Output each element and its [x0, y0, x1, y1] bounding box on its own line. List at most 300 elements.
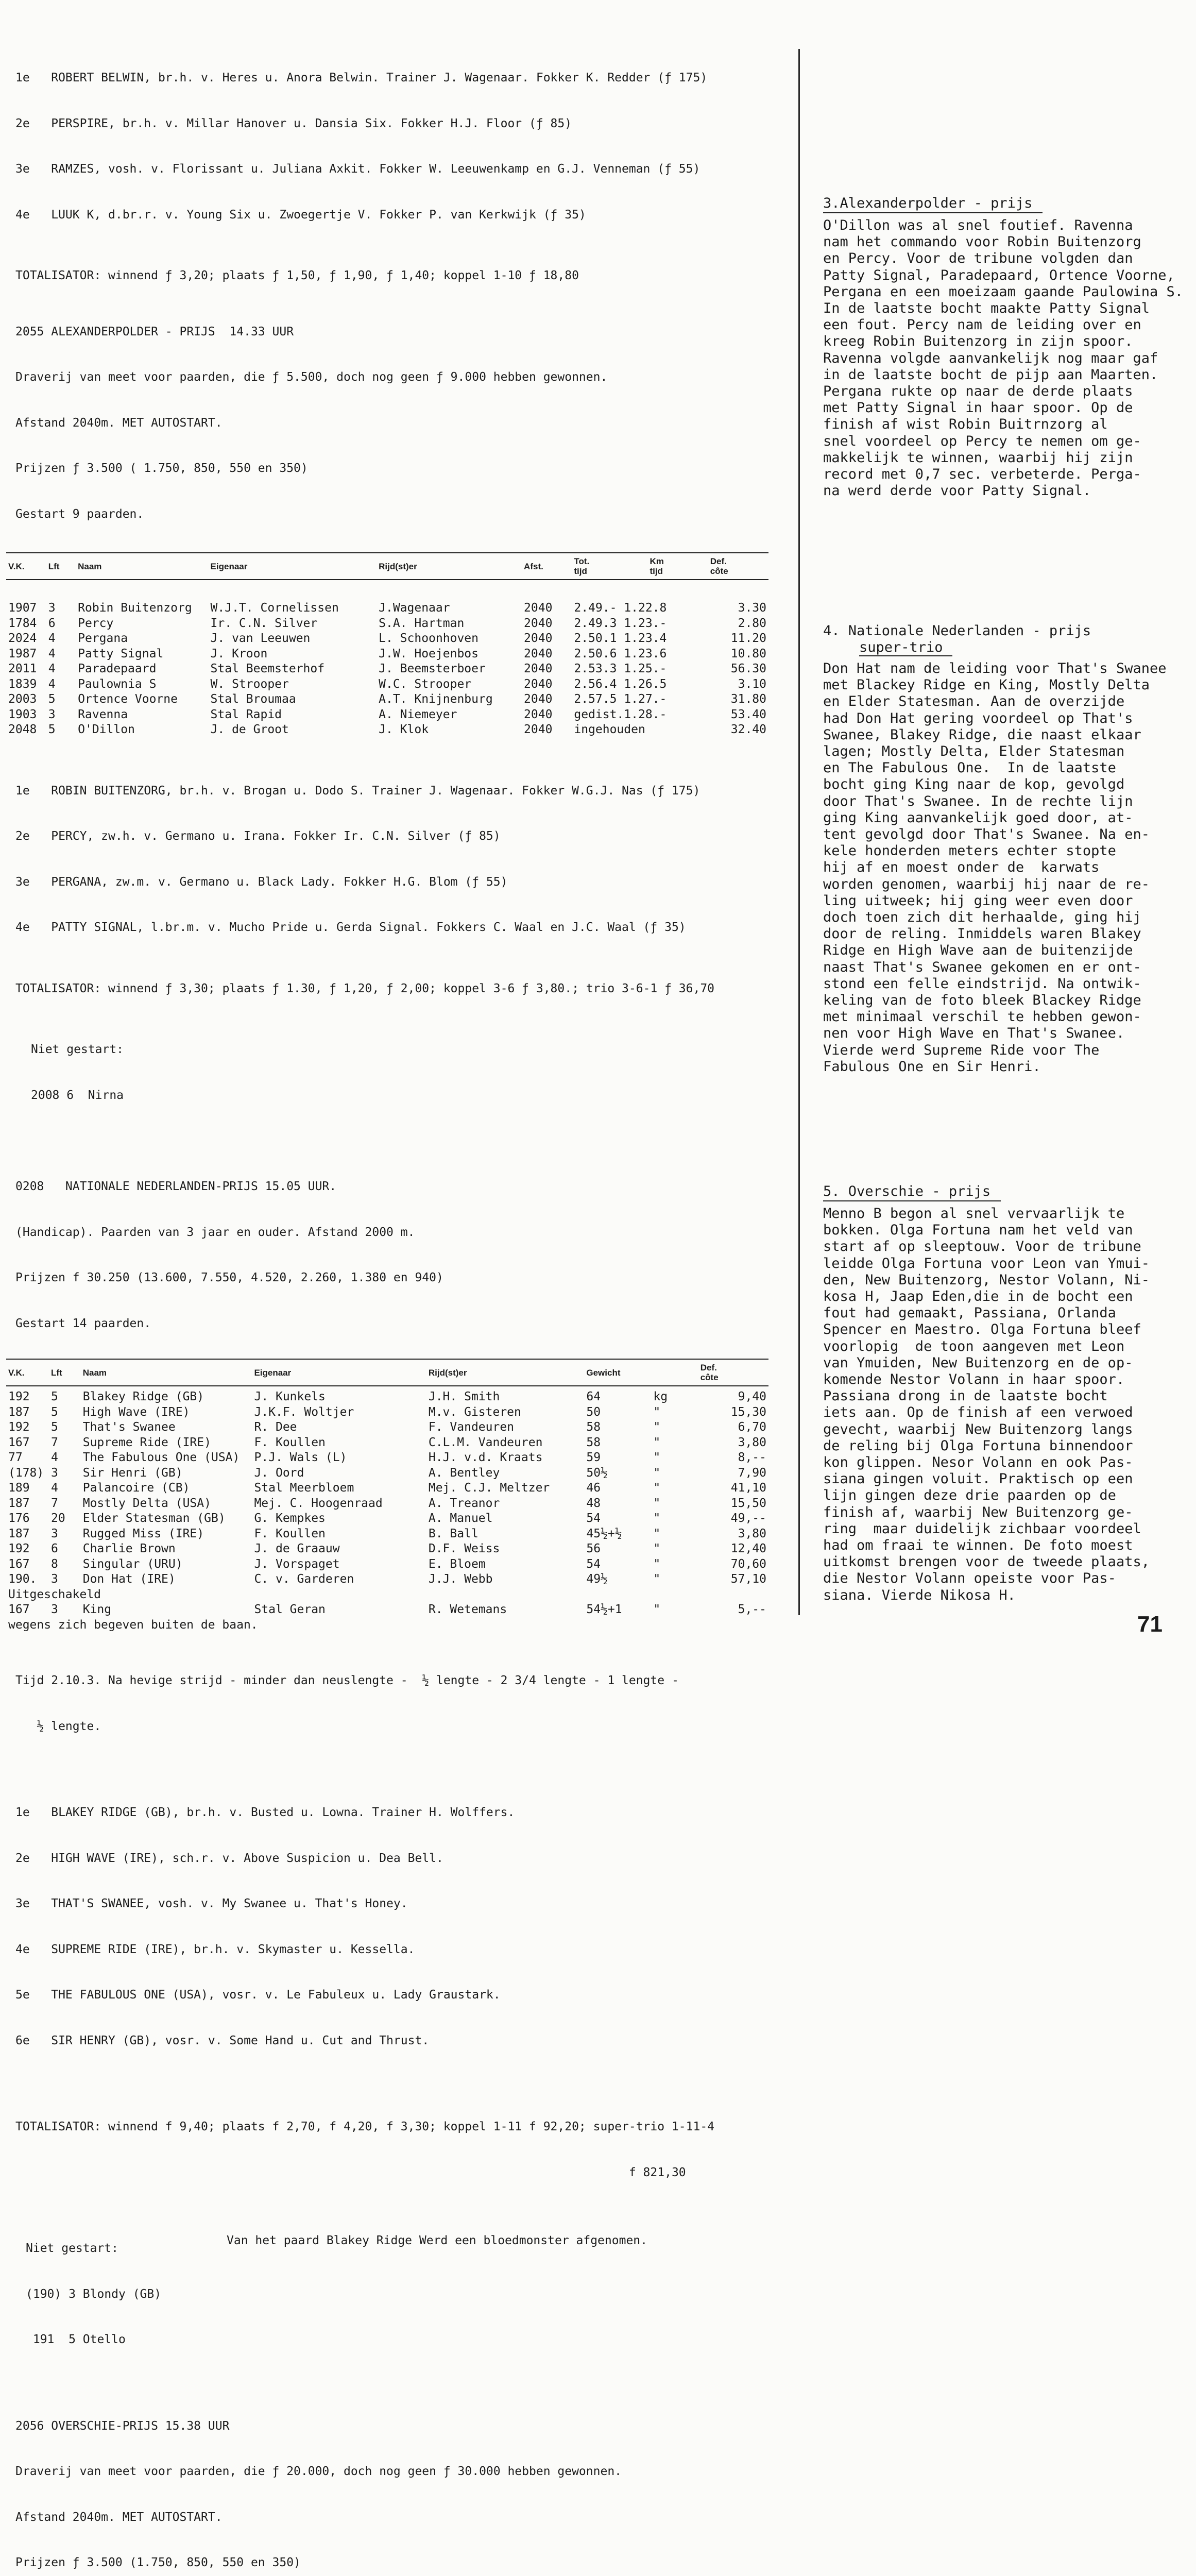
table-row	[6, 580, 768, 616]
table-cell: F. Koullen	[252, 1527, 426, 1542]
race3-totalisator	[15, 2089, 788, 2211]
table-cell: 15,50	[698, 1496, 768, 1512]
table-cell: 192	[6, 1541, 49, 1557]
weight-cell	[584, 1386, 698, 1405]
table-cell: 2.80	[708, 616, 768, 632]
results-column	[15, 40, 788, 2576]
table-cell: 2003	[6, 692, 46, 707]
commentary-title: 5. Overschie - prijs	[823, 1183, 1001, 1201]
table-cell: 187	[6, 1527, 49, 1542]
race4-conditions: Draverij van meet voor paarden, die ƒ 20.000, doch nog geen ƒ 30.000 hebben gewonnen.	[15, 2464, 788, 2480]
eliminated-note: wegens zich begeven buiten de baan.	[6, 1618, 768, 1633]
weight-cell	[584, 1420, 698, 1435]
table-cell: J. Kroon	[209, 647, 377, 662]
table-row	[6, 1602, 768, 1618]
table-cell: Ir. C.N. Silver	[209, 616, 377, 632]
race3-time	[15, 1643, 788, 1765]
race3-totalisator-line: f 821,30	[15, 2165, 788, 2181]
table-cell: 2040	[522, 616, 572, 632]
weight-unit: "	[653, 1542, 660, 1555]
commentary-title: 3.Alexanderpolder - prijs	[823, 195, 1043, 213]
weight-cell	[584, 1450, 698, 1466]
table-cell: 1784	[6, 616, 46, 632]
table-cell: O'Dillon	[76, 722, 208, 738]
table-cell: Blakey Ridge (GB)	[81, 1386, 252, 1405]
table-cell: Rugged Miss (IRE)	[81, 1527, 252, 1542]
table-cell: Paradepaard	[76, 662, 208, 677]
table-cell: 3	[49, 1466, 81, 1481]
table-cell: 189	[6, 1481, 49, 1496]
table-cell: 7,90	[698, 1466, 768, 1481]
table-cell: J.J. Webb	[426, 1572, 585, 1587]
weight-value: 64	[586, 1389, 653, 1405]
table-cell: Ortence Voorne	[76, 692, 208, 707]
col-afst: Afst.	[522, 553, 572, 580]
table-row	[6, 1511, 768, 1527]
race2-not-started	[15, 1012, 788, 1133]
col-naam: Naam	[76, 553, 208, 580]
race1-result-line: 2e PERSPIRE, br.h. v. Millar Hanover u. Dansia Six. Fokker H.J. Floor (ƒ 85)	[15, 116, 788, 132]
weight-value: 58	[586, 1420, 653, 1435]
commentary-3	[823, 1183, 1178, 1604]
commentary-1	[823, 195, 1178, 499]
race2-distance: Afstand 2040m. MET AUTOSTART.	[15, 416, 788, 431]
table-cell: 41,10	[698, 1481, 768, 1496]
table-cell: Patty Signal	[76, 647, 208, 662]
table-cell: 5	[49, 1386, 81, 1405]
commentary-text: Menno B begon al snel vervaarlijk te bokken. Olga Fortuna nam het veld van start af op sleeptouw. Voor de tribune leidde Olga Fortuna voor Leon van Ymui- den, New Buitenzorg, Nestor Volann, Ni- kosa H, Jaap Eden,die in de bocht een fout had gemaakt, Passiana, Orlanda Spencer en Maestro. Olga Fortuna bleef voorlopig de toon aangeven met Leon van Ymuiden, New Buitenzorg en de op- komende Nestor Volann in haar spoor. Passiana drong in de laatste bocht iets aan. Op de finish af een verwoed gevecht, waarbij New Buitenzorg langs de reling bij Olga Fortuna binnendoor kon glippen. Nesor Volann en ook Pas- siana gingen voluit. Praktisch op een lijn gingen deze drie paarden op de finish af, waarbij New Buitenzorg ge- ring maar duidelijk zichbaar voordeel had om fraai te winnen. De foto moest uitkomst brengen voor de tweede plaats, die Nestor Volann opeiste voor Pas- siana. Vierde Nikosa H.	[823, 1206, 1178, 1604]
weight-value: 50	[586, 1405, 653, 1420]
table-row	[6, 722, 768, 738]
not-started-horse: 191 5 Otello	[26, 2332, 788, 2348]
table-cell: 3.30	[708, 580, 768, 616]
race3-result-line: 2e HIGH WAVE (IRE), sch.r. v. Above Suspicion u. Dea Bell.	[15, 1851, 788, 1867]
commentary-text: Don Hat nam de leiding voor That's Swanee met Blackey Ridge en King, Mostly Delta en Elder Statesman. Aan de overzijde had Don Hat gering voordeel op That's Swanee, Blakey Ridge, die naast elkaar lagen; Mostly Delta, Elder Statesman en The Fabulous One. In de laatste bocht ging King naar de kop, gevolgd door That's Swanee. In de rechte lijn ging King aanvankelijk goed door, at- tent gevolgd door That's Swanee. Na en- kele honderden meters echter stopte hij af en moest onder de karwats worden genomen, waarbij hij naar de re- ling uitweek; hij ging weer even door doch toen zich dit herhaalde, ging hij door de reling. Inmiddels waren Blakey Ridge en High Wave aan de buitenzijde naast That's Swanee gekomen en er ont- stond een felle eindstrijd. Na ontwik- keling van de foto bleek Blackey Ridge met minimaal verschil te hebben gewon- nen voor High Wave en That's Swanee. Vierde werd Supreme Ride voor The Fabulous One en Sir Henri.	[823, 660, 1178, 1075]
table-cell: 7	[49, 1435, 81, 1451]
table-cell: 4	[49, 1481, 81, 1496]
weight-unit: "	[653, 1466, 660, 1480]
table-cell: A. Niemeyer	[377, 707, 522, 723]
race2-result-line: 4e PATTY SIGNAL, l.br.m. v. Mucho Pride u. Gerda Signal. Fokkers C. Waal en J.C. Waal (ƒ 35)	[15, 920, 788, 936]
table-cell: J. de Groot	[209, 722, 377, 738]
col-naam: Naam	[81, 1359, 252, 1386]
table-cell: Ravenna	[76, 707, 208, 723]
not-started-horse: 2008 6 Nirna	[31, 1088, 788, 1104]
table-cell: Stal Broumaa	[209, 692, 377, 707]
weight-unit: "	[653, 1527, 660, 1540]
table-cell: 8	[49, 1557, 81, 1572]
table-row	[6, 1527, 768, 1542]
table-cell: 192	[6, 1420, 49, 1435]
table-row	[6, 692, 768, 707]
table-cell: 8,--	[698, 1450, 768, 1466]
weight-unit: "	[653, 1481, 660, 1495]
weight-cell	[584, 1572, 698, 1587]
table-row	[6, 1496, 768, 1512]
race2-results	[15, 753, 788, 966]
table-cell: M.v. Gisteren	[426, 1405, 585, 1420]
table-cell: Robin Buitenzorg	[76, 580, 208, 616]
weight-unit: kg	[653, 1390, 668, 1403]
weight-cell	[584, 1557, 698, 1572]
race3-started: Gestart 14 paarden.	[15, 1316, 788, 1332]
table-cell: 187	[6, 1496, 49, 1512]
table-cell: 190.	[6, 1572, 49, 1587]
weight-cell	[584, 1496, 698, 1512]
weight-cell	[584, 1466, 698, 1481]
table-row	[6, 1541, 768, 1557]
race2-result-line: 2e PERCY, zw.h. v. Germano u. Irana. Fokker Ir. C.N. Silver (ƒ 85)	[15, 829, 788, 844]
table-cell: High Wave (IRE)	[81, 1405, 252, 1420]
weight-cell	[584, 1511, 698, 1527]
col-lft: Lft	[49, 1359, 81, 1386]
table-row	[6, 1481, 768, 1496]
eliminated-label: Uitgeschakeld	[6, 1587, 768, 1603]
table-row	[6, 1420, 768, 1435]
table-cell: 1987	[6, 647, 46, 662]
weight-cell	[584, 1602, 698, 1618]
weight-cell	[584, 1481, 698, 1496]
table-row	[6, 1386, 768, 1405]
race3-header	[15, 1149, 788, 1362]
race3-time-line: ½ lengte.	[15, 1719, 788, 1735]
race3-result-line: 5e THE FABULOUS ONE (USA), vosr. v. Le Fabuleux u. Lady Graustark.	[15, 1988, 788, 2003]
page-number: 71	[1137, 1617, 1163, 1632]
table-cell: 2.50.6 1.23.6	[572, 647, 708, 662]
race3-conditions: (Handicap). Paarden van 3 jaar en ouder. Afstand 2000 m.	[15, 1225, 788, 1241]
table-cell: 167	[6, 1557, 49, 1572]
table-cell: Stal Meerbloem	[252, 1481, 426, 1496]
table-cell: 2040	[522, 722, 572, 738]
table-cell: 2040	[522, 707, 572, 723]
table-cell: J.K.F. Woltjer	[252, 1405, 426, 1420]
table-row	[6, 631, 768, 647]
col-tot-tijd: Tot. tijd	[572, 553, 647, 580]
table-cell: 2040	[522, 631, 572, 647]
weight-unit: "	[653, 1436, 660, 1449]
col-def-cote: Def. côte	[698, 1359, 768, 1386]
table-cell: L. Schoonhoven	[377, 631, 522, 647]
table-cell: R. Wetemans	[426, 1602, 585, 1618]
table-cell: 4	[46, 662, 76, 677]
table-cell: 2011	[6, 662, 46, 677]
table-cell: J.Wagenaar	[377, 580, 522, 616]
not-started-horse: (190) 3 Blondy (GB)	[26, 2287, 788, 2302]
table-cell: 31.80	[708, 692, 768, 707]
race3-title: 0208 NATIONALE NEDERLANDEN-PRIJS 15.05 UUR.	[15, 1179, 788, 1195]
table-cell: H.J. v.d. Kraats	[426, 1450, 585, 1466]
table-cell: J. Klok	[377, 722, 522, 738]
col-gewicht: Gewicht	[584, 1359, 698, 1386]
col-lft: Lft	[46, 553, 76, 580]
weight-value: 54	[586, 1511, 653, 1527]
table-cell: J. de Graauw	[252, 1541, 426, 1557]
table-cell: 4	[46, 677, 76, 692]
table-cell: Stal Rapid	[209, 707, 377, 723]
race1-result-line: 3e RAMZES, vosh. v. Florissant u. Juliana Axkit. Fokker W. Leeuwenkamp en G.J. Venneman (ƒ 55)	[15, 162, 788, 177]
table-cell: 15,30	[698, 1405, 768, 1420]
table-cell: King	[81, 1602, 252, 1618]
weight-value: 49½	[586, 1572, 653, 1587]
table-cell: A. Manuel	[426, 1511, 585, 1527]
table-cell: 57,10	[698, 1572, 768, 1587]
table-row	[6, 1405, 768, 1420]
table-cell: W. Strooper	[209, 677, 377, 692]
col-vk: V.K.	[6, 553, 46, 580]
weight-value: 59	[586, 1450, 653, 1466]
table-cell: 3,80	[698, 1527, 768, 1542]
race3-not-started-block	[15, 2211, 788, 2378]
col-eigenaar: Eigenaar	[209, 553, 377, 580]
table-cell: 3.10	[708, 677, 768, 692]
race4-header	[15, 2388, 788, 2576]
race3-prizes: Prijzen f 30.250 (13.600, 7.550, 4.520, 2.260, 1.380 en 940)	[15, 1270, 788, 1286]
table-cell: 3	[49, 1527, 81, 1542]
not-started-label: Niet gestart:	[31, 1042, 788, 1058]
race3-table	[6, 1359, 768, 1633]
table-cell: 2040	[522, 647, 572, 662]
race2-result-line: 3e PERGANA, zw.m. v. Germano u. Black Lady. Fokker H.G. Blom (ƒ 55)	[15, 875, 788, 890]
race2-prizes: Prijzen ƒ 3.500 ( 1.750, 850, 550 en 350)	[15, 461, 788, 477]
race2-started: Gestart 9 paarden.	[15, 507, 788, 522]
col-rijder: Rijd(st)er	[377, 553, 522, 580]
table-cell: Mej. C.J. Meltzer	[426, 1481, 585, 1496]
not-started-label: Niet gestart:	[26, 2241, 788, 2257]
weight-value: 48	[586, 1496, 653, 1512]
race4-prizes: Prijzen ƒ 3.500 (1.750, 850, 550 en 350)	[15, 2555, 788, 2571]
race4-distance: Afstand 2040m. MET AUTOSTART.	[15, 2510, 788, 2526]
col-def-cote: Def. côte	[708, 553, 768, 580]
race4-title: 2056 OVERSCHIE-PRIJS 15.38 UUR	[15, 2419, 788, 2434]
weight-value: 50½	[586, 1466, 653, 1481]
table-row	[6, 647, 768, 662]
weight-unit: "	[653, 1603, 660, 1616]
race3-result-line: 6e SIR HENRY (GB), vosr. v. Some Hand u. Cut and Thrust.	[15, 2033, 788, 2049]
table-cell: J. Beemsterboer	[377, 662, 522, 677]
table-cell: Stal Beemsterhof	[209, 662, 377, 677]
table-cell: Singular (URU)	[81, 1557, 252, 1572]
table-cell: 10.80	[708, 647, 768, 662]
table-cell: The Fabulous One (USA)	[81, 1450, 252, 1466]
weight-unit: "	[653, 1512, 660, 1525]
table-cell: Mostly Delta (USA)	[81, 1496, 252, 1512]
table-cell: 70,60	[698, 1557, 768, 1572]
table-cell: Sir Henri (GB)	[81, 1466, 252, 1481]
table-cell: J.W. Hoejenbos	[377, 647, 522, 662]
weight-cell	[584, 1405, 698, 1420]
table-cell: Stal Geran	[252, 1602, 426, 1618]
race3-result-line: 3e THAT'S SWANEE, vosh. v. My Swanee u. That's Honey.	[15, 1896, 788, 1912]
table-cell: 2.50.1 1.23.4	[572, 631, 708, 647]
race3-result-line: 4e SUPREME RIDE (IRE), br.h. v. Skymaster u. Kessella.	[15, 1942, 788, 1958]
table-cell: 12,40	[698, 1541, 768, 1557]
table-cell: 5	[49, 1405, 81, 1420]
table-row	[6, 677, 768, 692]
column-divider	[798, 49, 800, 1615]
table-cell: 2.53.3 1.25.-	[572, 662, 708, 677]
race1-result-line: 4e LUUK K, d.br.r. v. Young Six u. Zwoegertje V. Fokker P. van Kerkwijk (ƒ 35)	[15, 208, 788, 223]
table-cell: 5	[46, 692, 76, 707]
commentary-text: O'Dillon was al snel foutief. Ravenna nam het commando voor Robin Buitenzorg en Percy. Voor de tribune volgden dan Patty Signal, Paradepaard, Ortence Voorne, Pergana en een moeizaam gaande Paulowina S. In de laatste bocht maakte Patty Signal een fout. Percy nam de leiding over en kreeg Robin Buitenzorg in zijn spoor. Ravenna volgde aanvankelijk nog maar gaf in de laatste bocht de pijp aan Maarten. Pergana rukte op naar de derde plaats met Patty Signal in haar spoor. Op de finish af wist Robin Buitrnzorg al snel voordeel op Percy te nemen om ge- makkelijk te winnen, waarbij hij zijn record met 0,7 sec. verbeterde. Pergа- na werd derde voor Patty Signal.	[823, 217, 1178, 499]
race1-result-line: 1e ROBERT BELWIN, br.h. v. Heres u. Anora Belwin. Trainer J. Wagenaar. Fokker K. Redder (ƒ 175)	[15, 71, 788, 86]
weight-unit: "	[653, 1557, 660, 1571]
weight-unit: "	[653, 1497, 660, 1510]
race3-time-line: Tijd 2.10.3. Na hevige strijd - minder dan neuslengte - ½ lengte - 2 3/4 lengte - 1 lengte -	[15, 1673, 788, 1689]
table-cell: Mej. C. Hoogenraad	[252, 1496, 426, 1512]
col-rijder: Rijd(st)er	[426, 1359, 585, 1386]
table-cell: Paulownia S	[76, 677, 208, 692]
commentary-subtitle: super-trio	[859, 640, 952, 656]
race3-results	[15, 1775, 788, 2079]
table-cell: 176	[6, 1511, 49, 1527]
table-cell: 9,40	[698, 1386, 768, 1405]
weight-cell	[584, 1527, 698, 1542]
table-cell: J. Kunkels	[252, 1386, 426, 1405]
table-row	[6, 1618, 768, 1633]
table-cell: 5	[46, 722, 76, 738]
table-cell: W.C. Strooper	[377, 677, 522, 692]
table-row	[6, 1587, 768, 1603]
table-cell: 32.40	[708, 722, 768, 738]
table-cell: J.H. Smith	[426, 1386, 585, 1405]
weight-cell	[584, 1541, 698, 1557]
table-cell: ingehouden	[572, 722, 708, 738]
table-cell: Charlie Brown	[81, 1541, 252, 1557]
table-cell: 7	[49, 1496, 81, 1512]
table-cell: 3	[49, 1572, 81, 1587]
col-vk: V.K.	[6, 1359, 49, 1386]
table-cell: Supreme Ride (IRE)	[81, 1435, 252, 1451]
table-row	[6, 662, 768, 677]
weight-value: 54½+1	[586, 1602, 653, 1618]
table-cell: D.F. Weiss	[426, 1541, 585, 1557]
table-row	[6, 1572, 768, 1587]
table-cell: 167	[6, 1435, 49, 1451]
table-cell: 192	[6, 1386, 49, 1405]
race2-header	[15, 294, 788, 553]
table-cell: C.L.M. Vandeuren	[426, 1435, 585, 1451]
commentary-2	[823, 622, 1178, 1075]
weight-value: 54	[586, 1557, 653, 1572]
race2-result-line: 1e ROBIN BUITENZORG, br.h. v. Brogan u. Dodo S. Trainer J. Wagenaar. Fokker W.G.J. Nas (ƒ 175)	[15, 784, 788, 799]
table-cell: 4	[46, 647, 76, 662]
table-cell: R. Dee	[252, 1420, 426, 1435]
table-cell: That's Swanee	[81, 1420, 252, 1435]
table-cell: 3,80	[698, 1435, 768, 1451]
weight-unit: "	[653, 1420, 660, 1434]
table-cell: G. Kempkes	[252, 1511, 426, 1527]
table-cell: F. Vandeuren	[426, 1420, 585, 1435]
race2-table	[6, 552, 768, 738]
table-cell: W.J.T. Cornelissen	[209, 580, 377, 616]
col-eigenaar: Eigenaar	[252, 1359, 426, 1386]
race3-blood-note: Van het paard Blakey Ridge Werd een bloedmonster afgenomen.	[227, 2233, 647, 2249]
race2-conditions: Draverij van meet voor paarden, die ƒ 5.500, doch nog geen ƒ 9.000 hebben gewonnen.	[15, 370, 788, 385]
table-cell: 1903	[6, 707, 46, 723]
table-cell: 2.56.4 1.26.5	[572, 677, 708, 692]
table-cell: 53.40	[708, 707, 768, 723]
col-km-tijd: Km tijd	[647, 553, 708, 580]
table-cell: 77	[6, 1450, 49, 1466]
table-cell: 2.49.- 1.22.8	[572, 580, 708, 616]
table-cell: A. Bentley	[426, 1466, 585, 1481]
table-cell: E. Bloem	[426, 1557, 585, 1572]
table-cell: 11.20	[708, 631, 768, 647]
weight-value: 56	[586, 1541, 653, 1557]
table-cell: J. Vorspaget	[252, 1557, 426, 1572]
table-cell: F. Koullen	[252, 1435, 426, 1451]
table-cell: 6,70	[698, 1420, 768, 1435]
table-cell: Don Hat (IRE)	[81, 1572, 252, 1587]
table-cell: C. v. Garderen	[252, 1572, 426, 1587]
table-row	[6, 707, 768, 723]
table-cell: 2024	[6, 631, 46, 647]
race3-totalisator-line: TOTALISATOR: winnend f 9,40; plaats f 2,70, f 4,20, f 3,30; koppel 1-11 f 92,20; super-trio 1-11-4	[15, 2120, 788, 2135]
table-cell: 6	[49, 1541, 81, 1557]
table-cell: 49,--	[698, 1511, 768, 1527]
table-cell: 167	[6, 1602, 49, 1618]
table-cell: 1907	[6, 580, 46, 616]
table-cell: A. Treanor	[426, 1496, 585, 1512]
table-cell: J. Oord	[252, 1466, 426, 1481]
table-cell: 20	[49, 1511, 81, 1527]
table-cell: Pergana	[76, 631, 208, 647]
weight-unit: "	[653, 1572, 660, 1586]
table-cell: B. Ball	[426, 1527, 585, 1542]
race2-title: 2055 ALEXANDERPOLDER - PRIJS 14.33 UUR	[15, 325, 788, 340]
table-cell: J. van Leeuwen	[209, 631, 377, 647]
weight-cell	[584, 1435, 698, 1451]
table-cell: 2040	[522, 580, 572, 616]
table-cell: Palancoire (CB)	[81, 1481, 252, 1496]
table-cell: 6	[46, 616, 76, 632]
weight-value: 45½+½	[586, 1527, 653, 1542]
table-cell: (178)	[6, 1466, 49, 1481]
weight-unit: "	[653, 1405, 660, 1419]
weight-value: 46	[586, 1481, 653, 1496]
table-row	[6, 1557, 768, 1572]
race1-totalisator: TOTALISATOR: winnend ƒ 3,20; plaats ƒ 1,50, ƒ 1,90, ƒ 1,40; koppel 1-10 ƒ 18,80	[15, 268, 788, 284]
table-cell: A.T. Knijnenburg	[377, 692, 522, 707]
race2-totalisator: TOTALISATOR: winnend ƒ 3,30; plaats ƒ 1.30, ƒ 1,20, ƒ 2,00; koppel 3-6 ƒ 3,80.; trio 3-6-1 ƒ 36,70	[15, 981, 788, 997]
race1-results	[15, 40, 788, 253]
table-cell: 2.57.5 1.27.-	[572, 692, 708, 707]
table-cell: 3	[46, 707, 76, 723]
table-row	[6, 1435, 768, 1451]
table-cell: 2040	[522, 662, 572, 677]
table-cell: Percy	[76, 616, 208, 632]
table-cell: gedist.1.28.-	[572, 707, 708, 723]
table-cell: 56.30	[708, 662, 768, 677]
table-cell: P.J. Wals (L)	[252, 1450, 426, 1466]
table-cell: 3	[49, 1602, 81, 1618]
table-row	[6, 616, 768, 632]
table-cell: 5	[49, 1420, 81, 1435]
race3-result-line: 1e BLAKEY RIDGE (GB), br.h. v. Busted u. Lowna. Trainer H. Wolffers.	[15, 1805, 788, 1821]
table-cell: 2048	[6, 722, 46, 738]
table-row	[6, 1450, 768, 1466]
table-cell: 5,--	[698, 1602, 768, 1618]
table-cell: S.A. Hartman	[377, 616, 522, 632]
table-cell: 187	[6, 1405, 49, 1420]
table-cell: 1839	[6, 677, 46, 692]
weight-unit: "	[653, 1451, 660, 1464]
table-cell: 2040	[522, 692, 572, 707]
table-cell: 4	[49, 1450, 81, 1466]
table-cell: 3	[46, 580, 76, 616]
table-cell: 4	[46, 631, 76, 647]
table-row	[6, 1466, 768, 1481]
